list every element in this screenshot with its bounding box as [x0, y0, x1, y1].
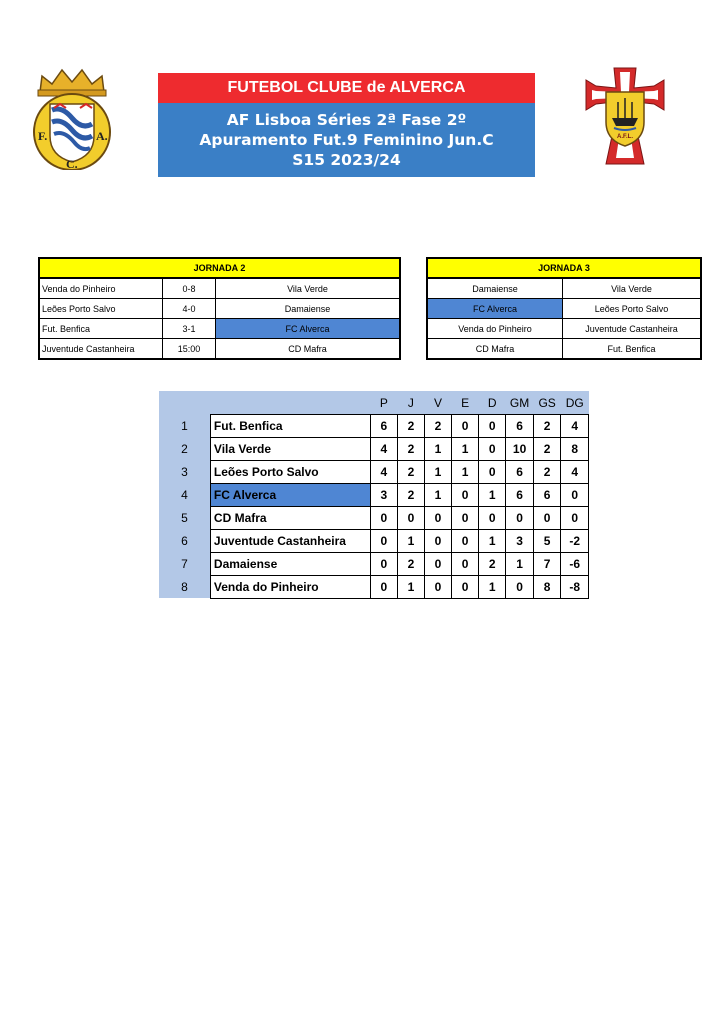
rank: 3 — [181, 465, 188, 479]
standings-row — [159, 461, 589, 484]
stat-draws: 0 — [452, 553, 479, 576]
rank: 5 — [181, 511, 188, 525]
stat-draws: 0 — [452, 484, 479, 507]
stat-draws: 1 — [452, 461, 479, 484]
stat-losses: 0 — [479, 438, 506, 461]
stat-wins: 0 — [424, 530, 451, 553]
stat-goals-for: 0 — [506, 576, 534, 599]
stat-goals-for: 6 — [506, 415, 534, 438]
stat-goals-against: 0 — [533, 507, 561, 530]
stat-wins: 1 — [424, 484, 451, 507]
standings-row — [159, 507, 589, 530]
jornada-2-title: JORNADA 2 — [39, 258, 400, 278]
stat-goal-difference: 4 — [561, 461, 589, 484]
match-score: 3-1 — [163, 319, 216, 339]
team-name: Venda do Pinheiro — [210, 576, 370, 599]
stat-played: 2 — [397, 484, 424, 507]
stat-losses: 2 — [479, 553, 506, 576]
away-team: Vila Verde — [216, 278, 401, 299]
table-row — [39, 339, 400, 360]
jornada-3-title: JORNADA 3 — [427, 258, 701, 278]
table-row — [427, 278, 701, 299]
table-row — [427, 319, 701, 339]
away-team-highlighted: FC Alverca — [216, 319, 401, 339]
home-team: CD Mafra — [427, 339, 563, 360]
home-team: Fut. Benfica — [39, 319, 163, 339]
team-name: Juventude Castanheira — [210, 530, 370, 553]
stat-goals-for: 10 — [506, 438, 534, 461]
stat-draws: 0 — [452, 507, 479, 530]
fc-alverca-logo — [28, 64, 116, 170]
stat-losses: 0 — [479, 507, 506, 530]
stat-goals-against: 2 — [533, 415, 561, 438]
standings-header-row — [159, 391, 589, 415]
team-name: Damaiense — [210, 553, 370, 576]
away-team: Damaiense — [216, 299, 401, 319]
stat-goals-for: 0 — [506, 507, 534, 530]
af-lisboa-logo — [584, 66, 666, 166]
table-row — [39, 278, 400, 299]
col-header-v: V — [433, 395, 442, 410]
stat-played: 2 — [397, 553, 424, 576]
crest-afl-letters: A.F.L. — [617, 134, 633, 140]
competition-line-2: Apuramento Fut.9 Feminino Jun.C — [199, 131, 494, 149]
team-name: CD Mafra — [210, 507, 370, 530]
rank: 8 — [181, 580, 188, 594]
crest-letter-f: F. — [38, 129, 48, 143]
stat-points: 0 — [370, 507, 397, 530]
stat-goal-difference: -8 — [561, 576, 589, 599]
stat-goals-against: 7 — [533, 553, 561, 576]
rank: 2 — [181, 442, 188, 456]
stat-points: 0 — [370, 530, 397, 553]
table-row — [427, 339, 701, 360]
stat-points: 3 — [370, 484, 397, 507]
stat-points: 4 — [370, 438, 397, 461]
away-team: Leões Porto Salvo — [563, 299, 702, 319]
rank: 7 — [181, 557, 188, 571]
stat-points: 0 — [370, 553, 397, 576]
rank: 6 — [181, 534, 188, 548]
away-team: CD Mafra — [216, 339, 401, 360]
stat-losses: 1 — [479, 576, 506, 599]
stat-goals-against: 2 — [533, 438, 561, 461]
stat-goal-difference: -6 — [561, 553, 589, 576]
stat-goals-against: 5 — [533, 530, 561, 553]
col-header-d: D — [487, 395, 497, 410]
stat-draws: 1 — [452, 438, 479, 461]
stat-points: 4 — [370, 461, 397, 484]
stat-played: 2 — [397, 438, 424, 461]
stat-goals-against: 6 — [533, 484, 561, 507]
standings-row — [159, 576, 589, 599]
crest-letter-c: C. — [66, 157, 78, 170]
stat-played: 2 — [397, 415, 424, 438]
stat-played: 1 — [397, 530, 424, 553]
team-name: Leões Porto Salvo — [210, 461, 370, 484]
standings-row — [159, 438, 589, 461]
stat-goals-against: 8 — [533, 576, 561, 599]
stat-points: 6 — [370, 415, 397, 438]
club-name-banner: FUTEBOL CLUBE de ALVERCA — [158, 73, 535, 103]
table-row — [39, 319, 400, 339]
stat-wins: 0 — [424, 553, 451, 576]
stat-played: 1 — [397, 576, 424, 599]
col-header-dg: DG — [565, 395, 584, 410]
stat-draws: 0 — [452, 415, 479, 438]
standings-table — [159, 391, 589, 598]
col-header-gm: GM — [509, 395, 530, 410]
home-team: Venda do Pinheiro — [39, 278, 163, 299]
stat-goal-difference: 4 — [561, 415, 589, 438]
stat-losses: 0 — [479, 461, 506, 484]
col-header-gs: GS — [538, 395, 556, 410]
competition-line-1: AF Lisboa Séries 2ª Fase 2º — [226, 111, 467, 129]
standings-row — [159, 484, 589, 507]
home-team: Venda do Pinheiro — [427, 319, 563, 339]
jornada-2-table — [38, 257, 401, 360]
home-team: Leões Porto Salvo — [39, 299, 163, 319]
stat-draws: 0 — [452, 576, 479, 599]
stat-goals-against: 2 — [533, 461, 561, 484]
standings-row — [159, 415, 589, 438]
competition-banner — [158, 103, 535, 177]
stat-wins: 2 — [424, 415, 451, 438]
stat-goal-difference: 0 — [561, 507, 589, 530]
away-team: Fut. Benfica — [563, 339, 702, 360]
team-name: Fut. Benfica — [210, 415, 370, 438]
home-team: Juventude Castanheira — [39, 339, 163, 360]
competition-line-3: S15 2023/24 — [292, 151, 401, 169]
home-team-highlighted: FC Alverca — [427, 299, 563, 319]
match-score: 0-8 — [163, 278, 216, 299]
col-header-p: P — [379, 395, 388, 410]
table-row — [427, 299, 701, 319]
stat-losses: 1 — [479, 484, 506, 507]
stat-points: 0 — [370, 576, 397, 599]
stat-draws: 0 — [452, 530, 479, 553]
stat-goal-difference: 8 — [561, 438, 589, 461]
stat-wins: 0 — [424, 576, 451, 599]
table-row — [39, 299, 400, 319]
stat-played: 2 — [397, 461, 424, 484]
col-header-j: J — [407, 395, 414, 410]
stat-goals-for: 1 — [506, 553, 534, 576]
stat-played: 0 — [397, 507, 424, 530]
stat-goals-for: 6 — [506, 484, 534, 507]
home-team: Damaiense — [427, 278, 563, 299]
stat-wins: 1 — [424, 438, 451, 461]
stat-wins: 0 — [424, 507, 451, 530]
stat-losses: 1 — [479, 530, 506, 553]
stat-losses: 0 — [479, 415, 506, 438]
standings-row — [159, 553, 589, 576]
stat-goals-for: 3 — [506, 530, 534, 553]
stat-goal-difference: 0 — [561, 484, 589, 507]
match-score: 4-0 — [163, 299, 216, 319]
team-name: Vila Verde — [210, 438, 370, 461]
stat-goals-for: 6 — [506, 461, 534, 484]
jornada-3-table — [426, 257, 702, 360]
away-team: Juventude Castanheira — [563, 319, 702, 339]
stat-goal-difference: -2 — [561, 530, 589, 553]
standings-row — [159, 530, 589, 553]
match-time: 15:00 — [163, 339, 216, 360]
rank: 1 — [181, 419, 188, 433]
stat-wins: 1 — [424, 461, 451, 484]
away-team: Vila Verde — [563, 278, 702, 299]
col-header-e: E — [461, 395, 470, 410]
crest-letter-a: A. — [96, 129, 108, 143]
rank: 4 — [181, 488, 188, 502]
team-name-highlighted: FC Alverca — [210, 484, 370, 507]
